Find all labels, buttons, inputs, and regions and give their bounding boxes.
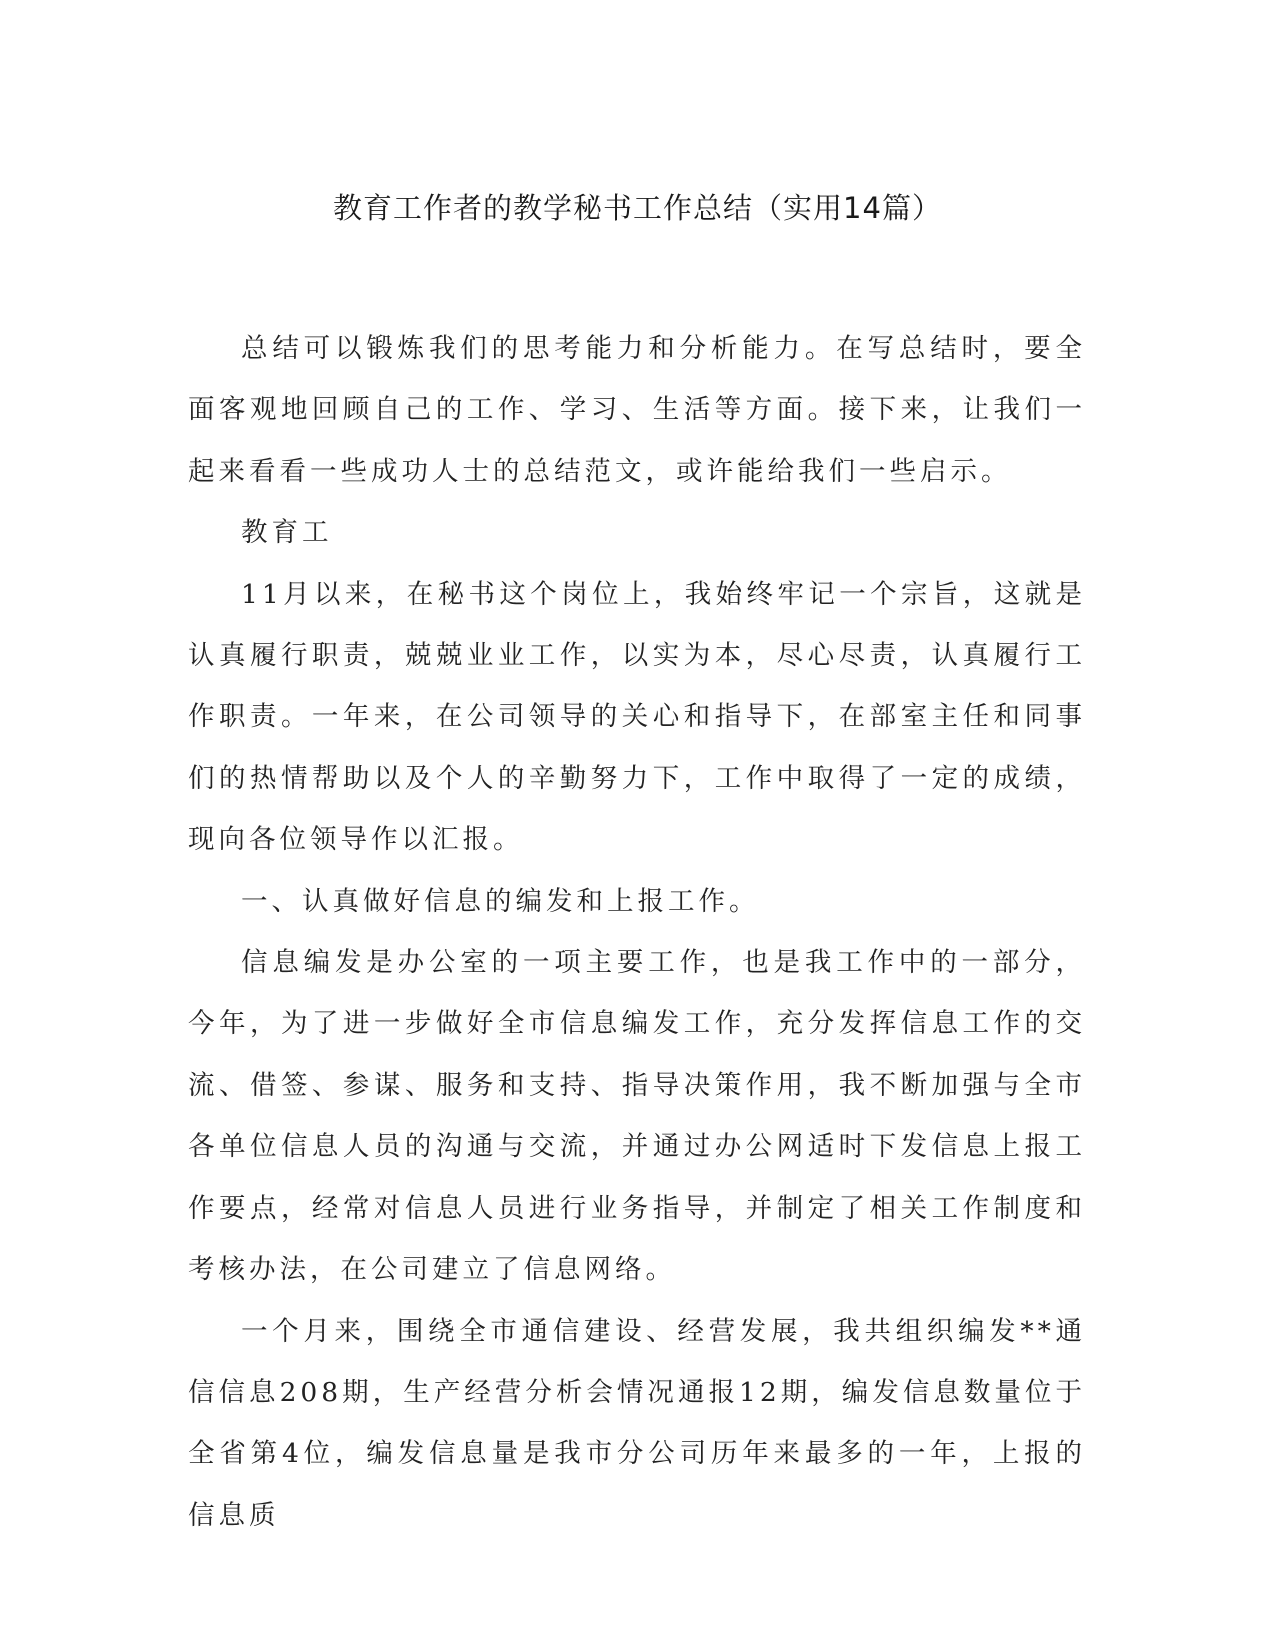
document-title: 教育工作者的教学秘书工作总结（实用14篇） bbox=[333, 191, 942, 225]
paragraph-heading-1: 一、认真做好信息的编发和上报工作。 bbox=[241, 885, 760, 917]
paragraph-intro: 总结可以锻炼我们的思考能力和分析能力。在写总结时，要全面客观地回顾自己的工作、学习、生活等方面。接下来，让我们一起来看看一些成功人士的总结范文，或许能给我们一些启示。 bbox=[188, 333, 1086, 487]
paragraph-report-opening: 11月以来，在秘书这个岗位上，我始终牢记一个宗旨，这就是认真履行职责，兢兢业业工作，以实为本，尽心尽责，认真履行工作职责。一年来，在公司领导的关心和指导下，在部室主任和同事们的热情帮助以及个人的辛勤努力下，工作中取得了一定的成绩，现向各位领导作以汇报。 bbox=[188, 578, 1086, 856]
paragraph-information-work: 信息编发是办公室的一项主要工作，也是我工作中的一部分，今年，为了进一步做好全市信息编发工作，充分发挥信息工作的交流、借签、参谋、服务和支持、指导决策作用，我不断加强与全市各单位信息人员的沟通与交流，并通过办公网适时下发信息上报工作要点，经常对信息人员进行业务指导，并制定了相关工作制度和考核办法，在公司建立了信息网络。 bbox=[188, 947, 1086, 1286]
document-body bbox=[188, 318, 1086, 1546]
paragraph-monthly-results: 一个月来，围绕全市通信建设、经营发展，我共组织编发**通信信息208期，生产经营分析会情况通报12期，编发信息数量位于全省第4位，编发信息量是我市分公司历年来最多的一年，上报的信息质 bbox=[188, 1315, 1086, 1531]
paragraph-section-label: 教育工 bbox=[241, 517, 333, 549]
